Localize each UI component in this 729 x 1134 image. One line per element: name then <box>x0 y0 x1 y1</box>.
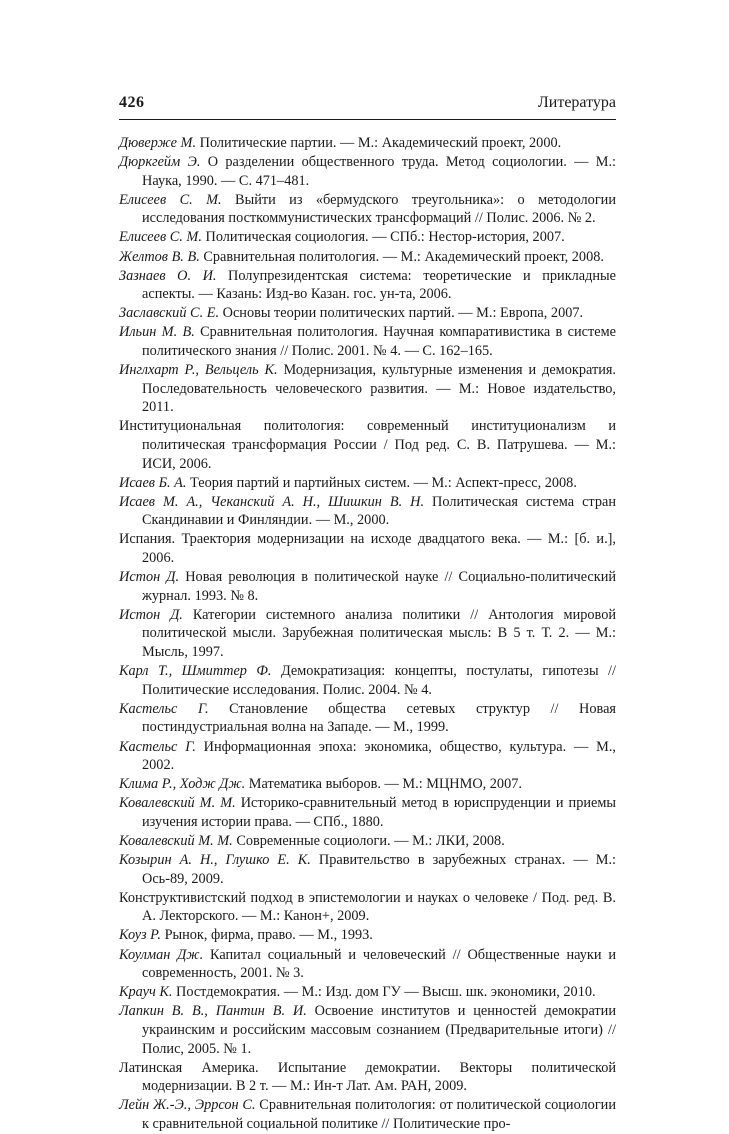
reference-entry <box>119 191 616 228</box>
reference-author: Ильин М. В. <box>119 324 195 341</box>
reference-entry <box>119 493 616 530</box>
reference-entry <box>119 926 616 945</box>
reference-entry <box>119 775 616 794</box>
reference-entry <box>119 794 616 831</box>
reference-entry <box>119 153 616 190</box>
reference-entry <box>119 248 616 267</box>
running-title: Литература <box>537 94 616 111</box>
reference-author: Клима Р., Ходж Дж. <box>119 776 246 793</box>
reference-text: Политическая социология. — СПб.: Нестор-история, 2007. <box>201 229 565 246</box>
reference-author: Истон Д. <box>119 569 180 586</box>
reference-entry <box>119 1002 616 1058</box>
reference-entry <box>119 1059 616 1096</box>
reference-entry <box>119 267 616 304</box>
reference-author: Карл Т., Шмиттер Ф. <box>119 663 272 680</box>
reference-text: Политическая система стран Скандинавии и Финляндии. — М., 2000. <box>142 493 616 529</box>
reference-author: Лейн Ж.-Э., Эррсон С. <box>119 1097 256 1114</box>
reference-entry <box>119 738 616 775</box>
reference-entry <box>119 851 616 888</box>
reference-author: Коулман Дж. <box>119 946 204 963</box>
reference-author: Елисеев С. М. <box>119 191 222 208</box>
reference-author: Ковалевский М. М. <box>119 832 233 849</box>
header-rule <box>119 119 616 120</box>
reference-text: Математика выборов. — М.: МЦНМО, 2007. <box>245 776 522 793</box>
reference-text: Освоение институтов и ценностей демократии украинским и российским массовым сознанием (Предварительные итоги) // Полис, 2005. № 1. <box>142 1003 616 1057</box>
reference-author: Дюверже М. <box>119 135 197 151</box>
reference-text: Историко-сравнительный метод в юриспруденции и приемы изучения истории права. — СПб., 1880. <box>142 795 616 830</box>
reference-author: Заславский С. Е. <box>119 305 220 322</box>
reference-list <box>119 134 616 1134</box>
reference-author: Зазнаев О. И. <box>119 267 217 284</box>
reference-text: Новая революция в политической науке // Социально-политический журнал. 1993. № 8. <box>142 569 616 604</box>
reference-text: Рынок, фирма, право. — М., 1993. <box>161 927 373 944</box>
reference-author: Лапкин В. В., Пантин В. И. <box>119 1003 307 1020</box>
reference-text: Информационная эпоха: экономика, общество, культура. — М., 2002. <box>142 738 616 774</box>
reference-text: Постдемократия. — М.: Изд. дом ГУ — Высш. шк. экономики, 2010. <box>172 984 596 1001</box>
page-number: 426 <box>119 94 145 111</box>
reference-text: Модернизация, культурные изменения и демократия. Последовательность человеческого развития. — М.: Новое издательство, 2011. <box>142 362 616 416</box>
reference-author: Ковалевский М. М. <box>119 795 236 812</box>
reference-author: Коуз Р. <box>119 927 161 944</box>
reference-author: Желтов В. В. <box>119 248 200 265</box>
reference-text: Сравнительная политология. — М.: Академический проект, 2008. <box>199 248 604 265</box>
reference-text: Категории системного анализа политики // Антология мировой политической мысли. Зарубежная политическая мысль: В 5 т. Т. 2. — М.: Мысль, 1997. <box>142 606 616 661</box>
reference-text: Политические партии. — М.: Академический проект, 2000. <box>196 135 562 151</box>
reference-text: Испания. Траектория модернизации на исходе двадцатого века. — М.: [б. и.], 2006. <box>119 531 616 567</box>
reference-text: Капитал социальный и человеческий // Общественные науки и современность, 2001. № 3. <box>142 946 616 982</box>
reference-text: Правительство в зарубежных странах. — М.: Ось-89, 2009. <box>142 852 616 887</box>
reference-text: Сравнительная политология: от политической социологии к сравнительной социальной политике // Политические про- <box>142 1097 616 1132</box>
reference-text: Теория партий и партийных систем. — М.: Аспект-пресс, 2008. <box>186 474 577 491</box>
reference-entry <box>119 361 616 417</box>
reference-entry <box>119 983 616 1002</box>
reference-text: Основы теории политических партий. — М.: Европа, 2007. <box>219 305 584 322</box>
reference-author: Инглхарт Р., Вельцель К. <box>119 362 278 379</box>
reference-text: Конструктивистский подход в эпистемологии и науках о человеке / Под. ред. В. А. Лекторского. — М.: Канон+, 2009. <box>119 889 616 925</box>
reference-text: Современные социологи. — М.: ЛКИ, 2008. <box>232 832 505 849</box>
reference-entry <box>119 323 616 360</box>
reference-entry <box>119 228 616 247</box>
reference-text: Сравнительная политология. Научная компаративистика в системе политического знания // Полис. 2001. № 4. — С. 162–165. <box>142 324 616 360</box>
reference-entry <box>119 134 616 153</box>
reference-text: Демократизация: концепты, постулаты, гипотезы // Политические исследования. Полис. 2004. № 4. <box>142 663 616 698</box>
reference-author: Крауч К. <box>119 984 173 1001</box>
reference-author: Кастельс Г. <box>119 738 196 755</box>
reference-author: Исаев Б. А. <box>119 474 187 491</box>
reference-entry <box>119 568 616 605</box>
reference-entry <box>119 530 616 567</box>
reference-text: Выйти из «бермудского треугольника»: о методологии исследования посткоммунистических трансформаций // Полис. 2006. № 2. <box>142 191 616 227</box>
reference-author: Исаев М. А., Чеканский А. Н., Шишкин В. Н. <box>119 493 425 510</box>
reference-author: Истон Д. <box>119 606 183 623</box>
reference-entry <box>119 1096 616 1133</box>
reference-entry <box>119 474 616 493</box>
reference-entry <box>119 304 616 323</box>
reference-author: Кастельс Г. <box>119 700 209 717</box>
reference-entry <box>119 606 616 662</box>
reference-text: Становление общества сетевых структур // Новая постиндустриальная волна на Западе. — М., 1999. <box>142 700 616 736</box>
reference-text: Институциональная политология: современный институционализм и политическая трансформация России / Под ред. С. В. Патрушева. — М.: ИСИ, 2006. <box>119 418 616 472</box>
reference-text: Полупрезидентская система: теоретические и прикладные аспекты. — Казань: Изд-во Казан. гос. ун-та, 2006. <box>142 267 616 303</box>
reference-author: Дюркгейм Э. <box>119 154 201 171</box>
reference-entry <box>119 832 616 851</box>
reference-text: О разделении общественного труда. Метод социологии. — М.: Наука, 1990. — С. 471–481. <box>142 154 616 189</box>
reference-entry <box>119 889 616 926</box>
reference-entry <box>119 700 616 737</box>
reference-text: Латинская Америка. Испытание демократии. Векторы политической модернизации. В 2 т. — М.: Ин-т Лат. Ам. РАН, 2009. <box>119 1059 616 1095</box>
reference-author: Елисеев С. М. <box>119 229 202 246</box>
page-header <box>119 94 616 118</box>
reference-entry <box>119 662 616 699</box>
reference-entry <box>119 946 616 983</box>
reference-author: Козырин А. Н., Глушко Е. К. <box>119 852 311 869</box>
reference-entry <box>119 417 616 473</box>
